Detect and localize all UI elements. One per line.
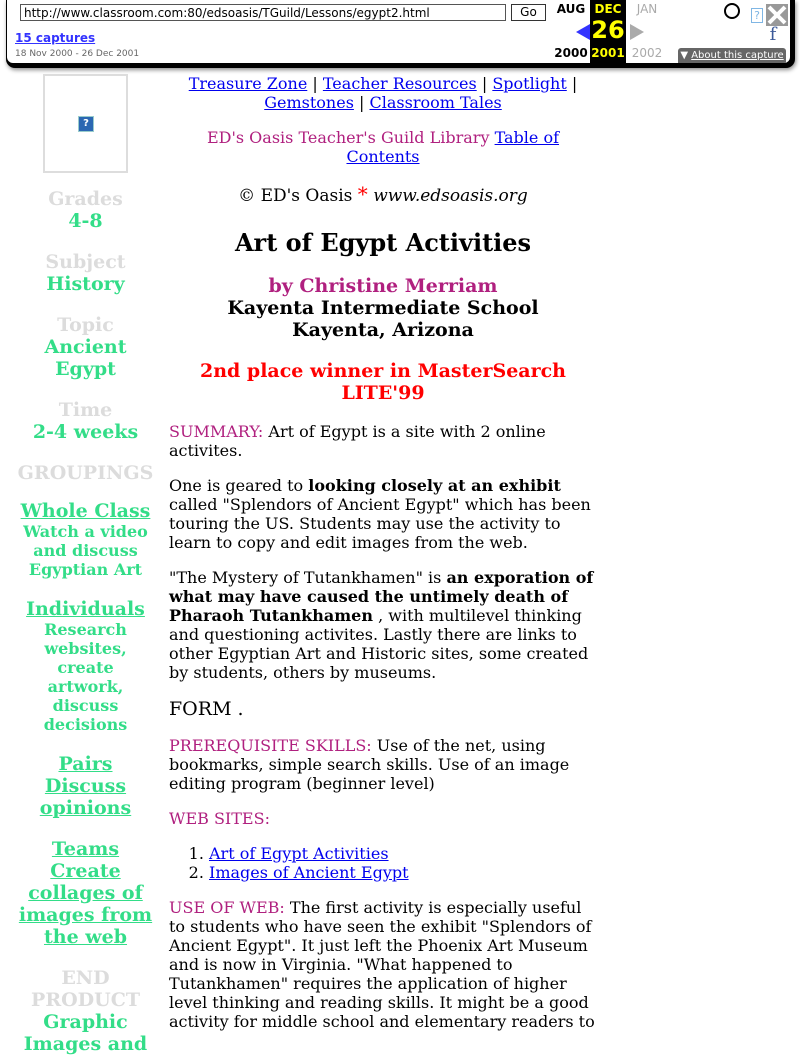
- end-product-heading: END PRODUCT: [31, 967, 140, 1011]
- next-arrow-icon[interactable]: [630, 24, 644, 40]
- nav-separator: |: [312, 74, 318, 93]
- broken-image-icon: ?: [78, 116, 94, 132]
- teams-link[interactable]: Teams: [51, 838, 120, 860]
- grouping-whole-class: [8, 500, 163, 579]
- nav-separator: |: [481, 74, 488, 93]
- groupings-section: [8, 462, 163, 484]
- website-item: [209, 863, 597, 882]
- para2-bold: an exporation of what may have caused the untimely death of Pharaoh Tutankhamen: [169, 568, 594, 625]
- nav-spotlight[interactable]: Spotlight: [492, 74, 567, 93]
- author-block: [169, 275, 597, 341]
- end-product-value: Graphic Images and: [23, 1011, 148, 1055]
- whole-class-desc: Watch a video and discuss Egyptian Art: [23, 522, 148, 579]
- end-product-section: [8, 967, 163, 1055]
- prev-arrow-icon[interactable]: [576, 24, 590, 40]
- school-location: Kayenta, Arizona: [292, 319, 474, 341]
- page-title: Art of Egypt Activities: [234, 228, 532, 257]
- school-name: Kayenta Intermediate School: [227, 297, 539, 319]
- lesson-main: [169, 74, 597, 1031]
- topic-fact: [8, 314, 163, 380]
- help-icon[interactable]: ?: [751, 8, 763, 23]
- summary-paragraph: [169, 422, 597, 460]
- grades-value: 4-8: [68, 210, 103, 232]
- subject-heading: Subject: [45, 251, 126, 273]
- copyright-line: [169, 182, 597, 206]
- art-of-egypt-link[interactable]: Art of Egypt Activities: [209, 844, 389, 863]
- para1-start: One is geared to: [169, 476, 304, 495]
- next-month: JAN: [636, 2, 658, 16]
- url-input[interactable]: [20, 4, 506, 21]
- websites-label: WEB SITES:: [169, 809, 270, 828]
- site-url-text: www.edsoasis.org: [373, 186, 528, 206]
- use-of-web-text: The first activity is especially useful to students who have seen the exhibit "Splendors of Ancient Egypt". It just left the Phoenix Art Museum and is now in Virginia. "What happened to Tutankhamen" requires the application of higher level thinking and reading skills. It might be a good activity for middle school and elementary readers to: [169, 898, 595, 1031]
- current-day: 26: [591, 16, 625, 44]
- wayback-toolbar-inner: [7, 0, 790, 63]
- pairs-desc-link[interactable]: Discuss opinions: [39, 775, 132, 819]
- facebook-icon[interactable]: f: [769, 24, 777, 45]
- website-item: [209, 844, 597, 863]
- nav-separator: |: [571, 74, 578, 93]
- captures-link[interactable]: 15 captures: [15, 31, 96, 45]
- triangle-down-icon: ▼: [680, 50, 689, 61]
- lesson-sidebar: [8, 74, 163, 1055]
- nav-classroom-tales[interactable]: Classroom Tales: [369, 93, 502, 112]
- wayback-toolbar: [6, 0, 795, 68]
- capture-date-range: 18 Nov 2000 - 26 Dec 2001: [15, 49, 140, 59]
- nav-separator: |: [359, 93, 365, 112]
- time-heading: Time: [58, 399, 113, 421]
- next-capture[interactable]: [626, 0, 668, 63]
- table-of-contents-link[interactable]: Table of Contents: [346, 128, 560, 166]
- groupings-heading: GROUPINGS: [17, 462, 154, 484]
- go-button[interactable]: Go: [511, 4, 546, 21]
- individuals-desc: Research websites, create artwork, discuss decisions: [43, 620, 128, 734]
- use-of-web-paragraph: [169, 898, 597, 1031]
- time-fact: [8, 399, 163, 443]
- individuals-link[interactable]: Individuals: [26, 598, 145, 620]
- grouping-individuals: [8, 598, 163, 734]
- websites-list: [169, 844, 597, 882]
- prereq-text: Use of the net, using bookmarks, simple search skills. Use of an image editing program (beginner level): [169, 736, 570, 793]
- prev-year: 2000: [554, 46, 588, 60]
- about-capture-button[interactable]: [678, 48, 786, 63]
- library-line: [169, 128, 597, 166]
- para1-bold: looking closely at an exhibit: [308, 476, 561, 495]
- current-month: DEC: [594, 2, 622, 16]
- close-x-glyph: [766, 4, 788, 26]
- library-text: ED's Oasis Teacher's Guild Library: [206, 128, 490, 147]
- current-capture: [590, 0, 626, 63]
- para2-end: , with multilevel thinking and questioning activites. Lastly there are links to other Egyptian Art and Historic sites, some created by students, others by museums.: [169, 606, 589, 682]
- close-icon[interactable]: [766, 4, 788, 26]
- award-text: 2nd place winner in MasterSearch LITE'99: [199, 360, 566, 404]
- subject-value: History: [46, 273, 125, 295]
- current-year: 2001: [591, 46, 625, 60]
- grouping-teams: [8, 838, 163, 948]
- images-of-egypt-link[interactable]: Images of Ancient Egypt: [209, 863, 409, 882]
- about-capture-label: About this capture: [691, 50, 784, 61]
- star-icon: *: [357, 182, 368, 206]
- grouping-pairs: [8, 753, 163, 819]
- prereq-paragraph: [169, 736, 597, 793]
- summary-label: SUMMARY:: [169, 422, 264, 441]
- prev-capture[interactable]: [553, 0, 589, 63]
- para2-start: "The Mystery of Tutankhamen" is: [169, 568, 442, 587]
- copyright-text: © ED's Oasis: [238, 186, 353, 206]
- author-name: by Christine Merriam: [268, 275, 498, 297]
- topic-heading: Topic: [57, 314, 114, 336]
- grades-heading: Grades: [48, 188, 123, 210]
- whole-class-link[interactable]: Whole Class: [20, 500, 151, 522]
- para1-end: called "Splendors of Ancient Egypt" which has been touring the US. Students may use the activity to learn to copy and edit images from the web.: [169, 495, 591, 552]
- next-year: 2002: [631, 46, 663, 60]
- grades-fact: [8, 188, 163, 232]
- tutankhamen-paragraph: [169, 568, 597, 682]
- pairs-link[interactable]: Pairs: [58, 753, 113, 775]
- teams-desc-link[interactable]: Create collages of images from the web: [18, 860, 153, 948]
- nav-gemstones[interactable]: Gemstones: [264, 93, 354, 112]
- summary-text: Art of Egypt is a site with 2 online activites.: [169, 422, 546, 460]
- nav-treasure-zone[interactable]: Treasure Zone: [188, 74, 308, 93]
- prev-month: AUG: [556, 2, 586, 16]
- site-nav: [169, 74, 597, 112]
- prereq-label: PREREQUISITE SKILLS:: [169, 736, 372, 755]
- nav-teacher-resources[interactable]: Teacher Resources: [322, 74, 477, 93]
- topic-value: Ancient Egypt: [44, 336, 127, 380]
- subject-fact: [8, 251, 163, 295]
- broken-logo-image: [43, 74, 128, 173]
- time-value: 2-4 weeks: [32, 421, 139, 443]
- form-text: FORM .: [169, 698, 244, 720]
- exhibit-paragraph: [169, 476, 597, 552]
- loading-circle-icon: [724, 3, 740, 19]
- use-of-web-label: USE OF WEB:: [169, 898, 285, 917]
